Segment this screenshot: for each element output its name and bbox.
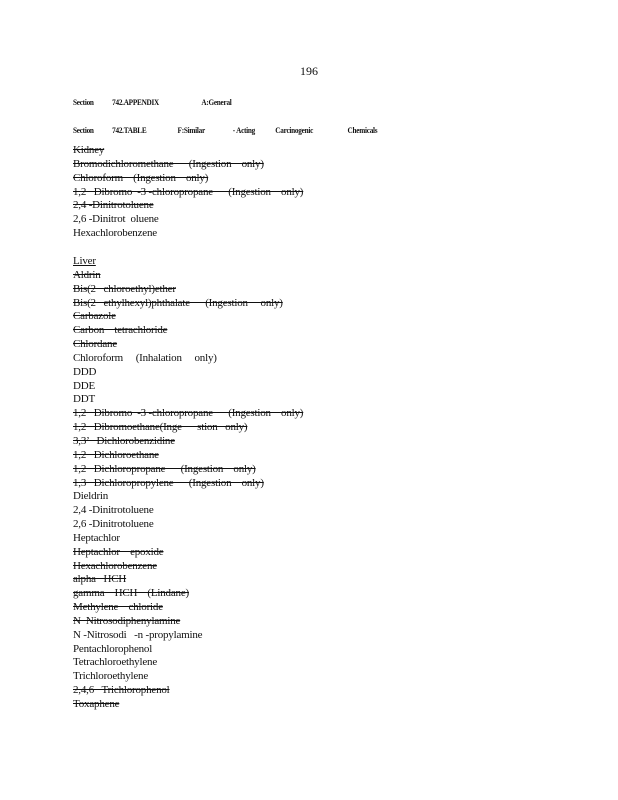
chemical-list-item: Carbon tetrachloride (73, 324, 168, 337)
liver-section (73, 255, 493, 712)
chemical-list-item: alpha HCH (73, 573, 127, 586)
chemical-list-item: Heptachlor epoxide (73, 545, 164, 558)
chemical-list-item: Methylene chloride (73, 601, 163, 614)
chemical-list-item: Trichloroethylene (73, 670, 149, 683)
chemical-list-item: Chloroform (Inhalation only) (73, 351, 217, 364)
header-section-label: Section (73, 125, 94, 135)
chemical-list-item: Tetrachloroethylene (73, 656, 157, 669)
chemical-list-item: 2,4 -Dinitrotoluene (73, 504, 154, 517)
chemical-list-item: Dieldrin (73, 490, 109, 503)
header-appendix-title: A:General (201, 97, 232, 107)
chemical-list-item: 1,2 Dibromoethane(Inge stion only) (73, 421, 248, 434)
kidney-heading: Kidney (73, 144, 105, 156)
chemical-list-item: 1,2 Dichloroethane (73, 448, 159, 461)
chemical-list-item: Hexachlorobenzene (73, 559, 157, 572)
chemical-list-item: Hexachlorobenzene (73, 227, 157, 240)
chemical-list-item: DDT (73, 393, 96, 406)
page-number: 196 (300, 64, 318, 78)
liver-heading: Liver (73, 255, 96, 267)
chemical-list-item: Pentachlorophenol (73, 642, 153, 655)
header-chemicals: Chemicals (347, 125, 378, 135)
chemical-list-item: 1,2 Dibromo -3 -chloropropane (Ingestion only) (73, 407, 304, 420)
header-acting: - Acting (232, 125, 256, 135)
chemical-list-item: Toxaphene (73, 698, 120, 710)
chemical-list-item: 2,4,6 Trichlorophenol (73, 684, 170, 697)
chemical-list-item: Aldrin (73, 268, 101, 281)
chemical-list-item: 1,3 Dichloropropylene (Ingestion only) (73, 476, 264, 489)
kidney-section (73, 144, 493, 241)
header-table-number: 742.TABLE (112, 125, 147, 135)
chemical-list-item: 2,4 -Dinitrotoluene (73, 199, 154, 212)
header-appendix-number: 742.APPENDIX (112, 97, 160, 107)
chemical-list-item: 2,6 -Dinitrotoluene (73, 518, 154, 531)
chemical-list-item: Bis(2 ethylhexyl)phthalate (Ingestion only) (73, 296, 283, 309)
header-section-label: Section (73, 97, 94, 107)
chemical-list-item: DDD (73, 365, 97, 378)
chemical-list-item: 2,6 -Dinitrot oluene (73, 213, 159, 226)
chemical-list-item: 1,2 Dichloropropane (Ingestion only) (73, 462, 256, 475)
header-carcinogenic: Carcinogenic (275, 125, 314, 135)
chemical-list-item: Carbazole (73, 310, 116, 323)
chemical-list-item: 1,2 Dibromo -3 -chloropropane (Ingestion only) (73, 185, 304, 198)
chemical-list-item: Chloroform (Ingestion only) (73, 171, 209, 184)
chemical-list-item: gamma HCH (Lindane) (73, 587, 189, 600)
chemical-list-item: DDE (73, 379, 96, 392)
chemical-list-item: N -Nitrosodi -n -propylamine (73, 628, 203, 641)
header-table-letter: F:Similar (177, 125, 205, 135)
chemical-list-item: N Nitrosodiphenylamine (73, 614, 181, 627)
chemical-list-item: Bromodichloromethane (Ingestion only) (73, 157, 264, 170)
chemical-list-item: 3,3’ Dichlorobenzidine (73, 434, 175, 447)
chemical-list-item: Bis(2 chloroethyl)ether (73, 282, 176, 295)
chemical-list-item: Heptachlor (73, 531, 120, 544)
chemical-list-item: Chlordane (73, 338, 118, 351)
